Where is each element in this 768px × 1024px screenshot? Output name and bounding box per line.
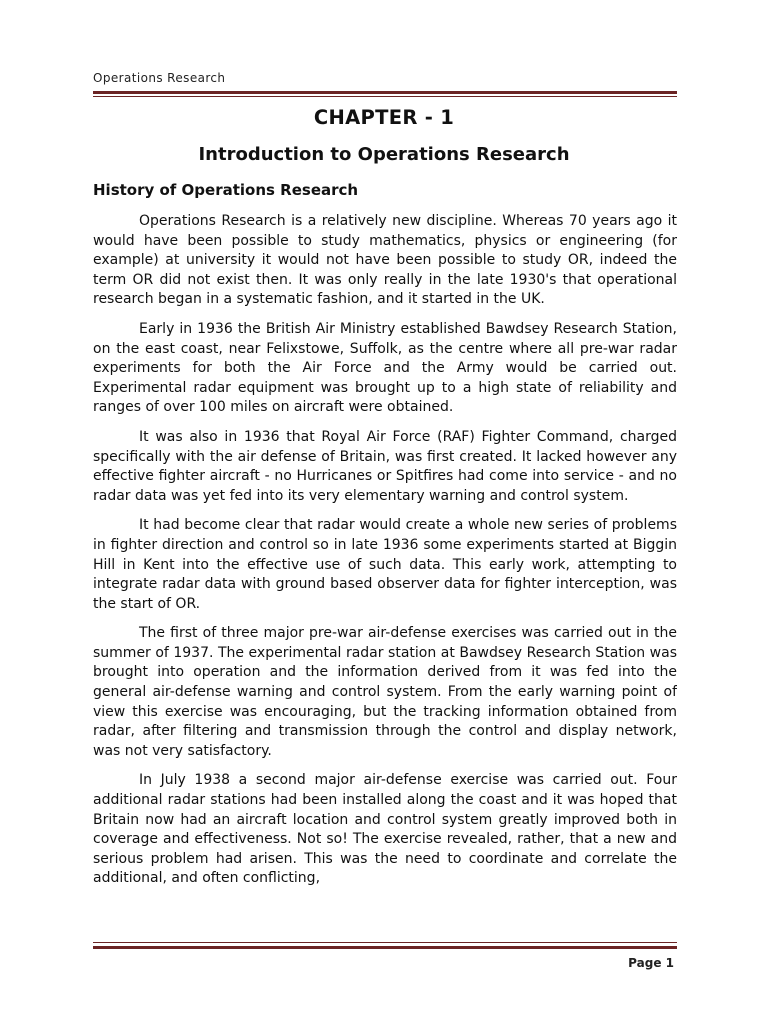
paragraph: In July 1938 a second major air-defense exercise was carried out. Four additional radar stations had been installed along the coast and it was hoped that Britain now had an aircraft location and control system greatly improved both in coverage and effectiveness. Not so! The exercise revealed, rather, that a new and serious problem had arisen. This was the need to coordinate and correlate the additional, and often conflicting, [93,772,677,887]
paragraph: It had become clear that radar would create a whole new series of problems in fighter direction and control so in late 1936 some experiments started at Biggin Hill in Kent into the effective use of such data. This early work, attempting to integrate radar data with ground based observer data for fighter interception, was the start of OR. [93,517,677,612]
paragraph: Early in 1936 the British Air Ministry established Bawdsey Research Station, on the east coast, near Felixstowe, Suffolk, as the centre where all pre-war radar experiments for both the Air Force and the Army would be carried out. Experimental radar equipment was brought up to a high state of reliability and ranges of over 100 miles on aircraft were obtained. [93,320,677,416]
footer-rule-thin [93,942,677,943]
page-number: Page 1 [628,956,674,970]
header-rule-thin [93,96,677,97]
header-rule-thick [93,91,677,94]
paragraph: The first of three major pre-war air-defense exercises was carried out in the summer of 1937. The experimental radar station at Bawdsey Research Station was brought into operation and the information derived from it was fed into the general air-defense warning and control system. From the early warning point of view this exercise was encouraging, but the tracking information obtained from radar, after filtering and transmission through the control and display network, was not very satisfactory. [93,625,677,759]
paragraph: It was also in 1936 that Royal Air Force (RAF) Fighter Command, charged specifically with the air defense of Britain, was first created. It lacked however any effective fighter aircraft - no Hurricanes or Spitfires had come into service - and no radar data was yet fed into its very elementary warning and control system. [93,428,677,504]
chapter-label: CHAPTER - 1 [313,106,455,129]
section-heading: History of Operations Research [93,181,359,199]
running-header: Operations Research [93,71,226,85]
body-text [93,212,677,932]
chapter-title: Introduction to Operations Research [198,144,570,165]
footer-rule-thick [93,946,677,949]
paragraph: Operations Research is a relatively new discipline. Whereas 70 years ago it would have been possible to study mathematics, physics or engineering (for example) at university it would not have been possible to study OR, indeed the term OR did not exist then. It was only really in the late 1930's that operational research began in a systematic fashion, and it started in the UK. [93,213,677,308]
